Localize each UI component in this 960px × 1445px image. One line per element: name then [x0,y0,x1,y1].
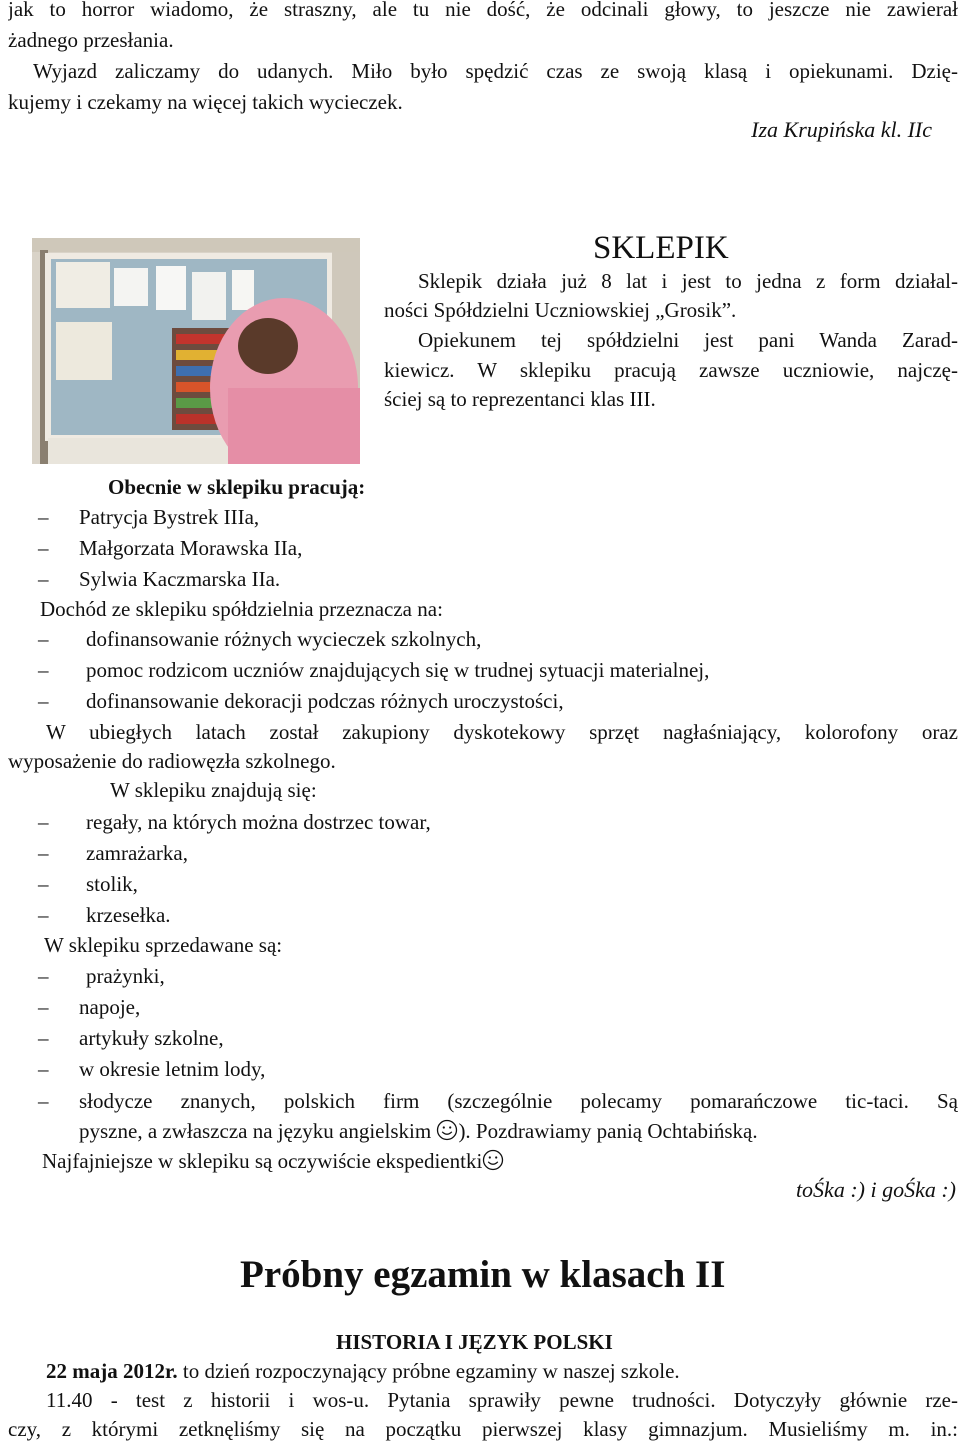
inside-heading: W sklepiku znajdują się: [110,778,317,802]
sweets-line-1: słodycze znanych, polskich firm (szczególnie polecamy pomarańczowe tic-taci. Są [79,1089,958,1113]
sold-item: – prażynki, [38,964,165,988]
exam-subtitle: HISTORIA I JĘZYK POLSKI [336,1330,613,1354]
worker-item: – Patrycja Bystrek IIIa, [38,505,260,529]
intro-signature: Iza Krupińska kl. IIc [751,117,932,142]
sklepik-p2-line2: kiewicz. W sklepiku pracują zawsze uczniowie, najczę- [384,358,958,382]
intro-line-4: kujemy i czekamy na więcej takich wycieczek. [8,90,403,114]
workers-heading: Obecnie w sklepiku pracują: [108,475,366,499]
sklepik-p2-line1: Opiekunem tej spółdzielni jest pani Wanda Zarad- [418,328,958,352]
income-heading: Dochód ze sklepiku spółdzielnia przeznacza na: [40,597,443,621]
income-item: – dofinansowanie różnych wycieczek szkolnych, [38,627,482,651]
worker-item: – Sylwia Kaczmarska IIa. [38,567,281,591]
income-item: – pomoc rodzicom uczniów znajdujących się w trudnej sytuacji materialnej, [38,658,710,682]
intro-line-3: Wyjazd zaliczamy do udanych. Miło było spędzić czas ze swoją klasą i opiekunami. Dzię- [33,59,958,83]
sklepik-p1-line1: Sklepik działa już 8 lat i jest to jedna z form działal- [418,269,958,293]
sold-item: – artykuły szkolne, [38,1026,224,1050]
sklepik-photo [32,238,360,464]
worker-item: – Małgorzata Morawska IIa, [38,536,303,560]
inside-item: – regały, na których można dostrzec towar, [38,810,431,834]
intro-line-2: żadnego przesłania. [8,28,174,52]
exam-line-2: 11.40 - test z historii i wos-u. Pytania sprawiły pewne trudności. Dotyczyły głównie rze- [46,1388,958,1412]
smiley-icon [436,1119,458,1141]
shop-window-illustration [32,238,360,464]
authors-signature: toŚka :) i goŚka :) [795,1177,956,1202]
income-item: – dofinansowanie dekoracji podczas różnych uroczystości, [38,689,564,713]
inside-item: – krzesełka. [38,903,171,927]
past-line-2: wyposażenie do radiowęzła szkolnego. [8,749,336,773]
exam-date-line: 22 maja 2012r. to dzień rozpoczynający próbne egzaminy w naszej szkole. [46,1359,680,1383]
inside-item: – stolik, [38,872,138,896]
sklepik-p2-line3: ściej są to reprezentanci klas III. [384,387,656,411]
exam-title: Próbny egzamin w klasach II [240,1253,726,1296]
sweets-line-2: pyszne, a zwłaszcza na języku angielskim ). Pozdrawiamy panią Ochtabińską. [79,1119,758,1143]
intro-line-1: jak to horror wiadomo, że straszny, ale tu nie dość, że odcinali głowy, to jeszcze nie zawierał [8,0,958,21]
sklepik-title: SKLEPIK [593,230,729,266]
exam-line-3: czy, z którymi zetknęliśmy się na początku pierwszej klasy gimnazjum. Musieliśmy m. in.: [8,1417,958,1441]
sold-item: – napoje, [38,995,141,1019]
smiley-icon [482,1149,504,1171]
sklepik-p1-line2: ności Spółdzielni Uczniowskiej „Grosik”. [384,298,737,322]
sold-item: – w okresie letnim lody, [38,1057,266,1081]
inside-item: – zamrażarka, [38,841,188,865]
best-line: Najfajniejsze w sklepiku są oczywiście ekspedientki [42,1146,504,1177]
past-line-1: W ubiegłych latach został zakupiony dyskotekowy sprzęt nagłaśniający, kolorofony oraz [46,720,958,744]
sold-heading: W sklepiku sprzedawane są: [44,933,283,957]
